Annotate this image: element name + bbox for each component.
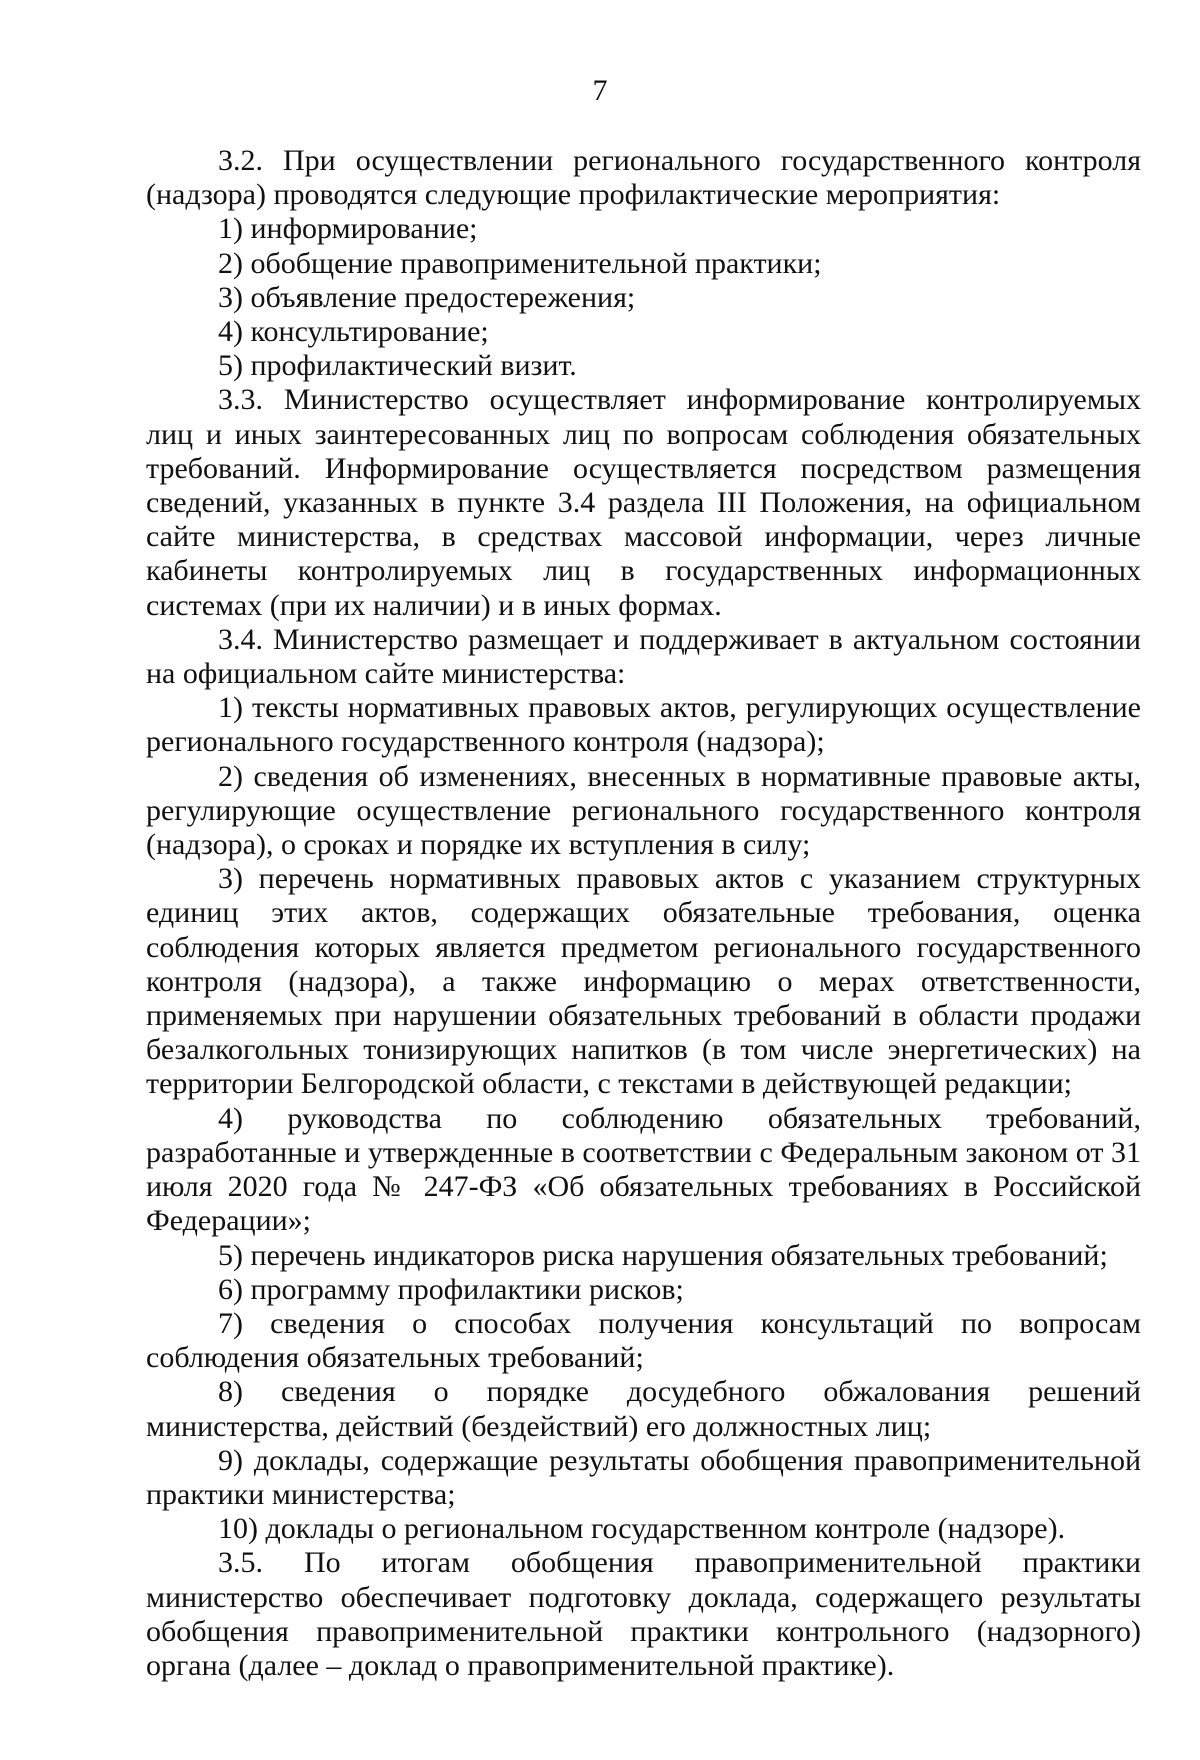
paragraph-3-4: 3.4. Министерство размещает и поддерживает в актуальном состоянии на официальном сайте министерства: [146,622,1141,691]
list-item: 1) тексты нормативных правовых актов, регулирующих осуществление регионального государственного контроля (надзора); [146,691,1141,759]
list-item: 4) руководства по соблюдению обязательных требований, разработанные и утвержденные в соответствии с Федеральным законом от 31 июля 2020 года № 247-ФЗ «Об обязательных требованиях в Российской Федерации»; [146,1101,1141,1238]
paragraph-3-2: 3.2. При осуществлении регионального государственного контроля (надзора) проводятся следующие профилактические мероприятия: [146,144,1141,212]
list-item: 7) сведения о способах получения консультаций по вопросам соблюдения обязательных требований; [146,1306,1141,1375]
list-item: 5) перечень индикаторов риска нарушения обязательных требований; [218,1238,1108,1272]
paragraph-3-5: 3.5. По итогам обобщения правоприменительной практики министерство обеспечивает подготовку доклада, содержащего результаты обобщения правоприменительной практики контрольного (надзорного) органа (далее – доклад о правоприменительной практике). [146,1546,1141,1682]
page-number: 7 [592,74,608,107]
list-item: 2) обобщение правоприменительной практики; [218,246,822,280]
list-item: 9) доклады, содержащие результаты обобщения правоприменительной практики министерства; [146,1443,1141,1511]
list-item: 3) объявление предостережения; [218,280,636,314]
list-item: 6) программу профилактики рисков; [218,1272,684,1306]
paragraph-3-3: 3.3. Министерство осуществляет информирование контролируемых лиц и иных заинтересованных лиц по вопросам соблюдения обязательных требований. Информирование осуществляется посредством размещения сведений, указанных в пункте 3.4 раздела III Положения, на официальном сайте министерства, в средствах массовой информации, через личные кабинеты контролируемых лиц в государственных информационных системах (при их наличии) и в иных формах. [146,383,1141,622]
list-item: 1) информирование; [218,212,478,246]
list-item: 2) сведения об изменениях, внесенных в нормативные правовые акты, регулирующие осуществление регионального государственного контроля (надзора), о сроках и порядке их вступления в силу; [146,759,1141,862]
list-item: 10) доклады о региональном государственном контроле (надзоре). [218,1512,1066,1546]
list-item: 5) профилактический визит. [218,349,577,383]
list-item: 3) перечень нормативных правовых актов с указанием структурных единиц этих актов, содержащих обязательные требования, оценка соблюдения которых является предметом регионального государственного контроля (надзора), а также информацию о мерах ответственности, применяемых при нарушении обязательных требований в области продажи безалкогольных тонизирующих напитков (в том числе энергетических) на территории Белгородской области, с текстами в действующей редакции; [146,862,1141,1101]
list-item: 4) консультирование; [218,315,489,349]
list-item: 8) сведения о порядке досудебного обжалования решений министерства, действий (бездействий) его должностных лиц; [146,1375,1141,1443]
document-body [146,144,1141,1683]
